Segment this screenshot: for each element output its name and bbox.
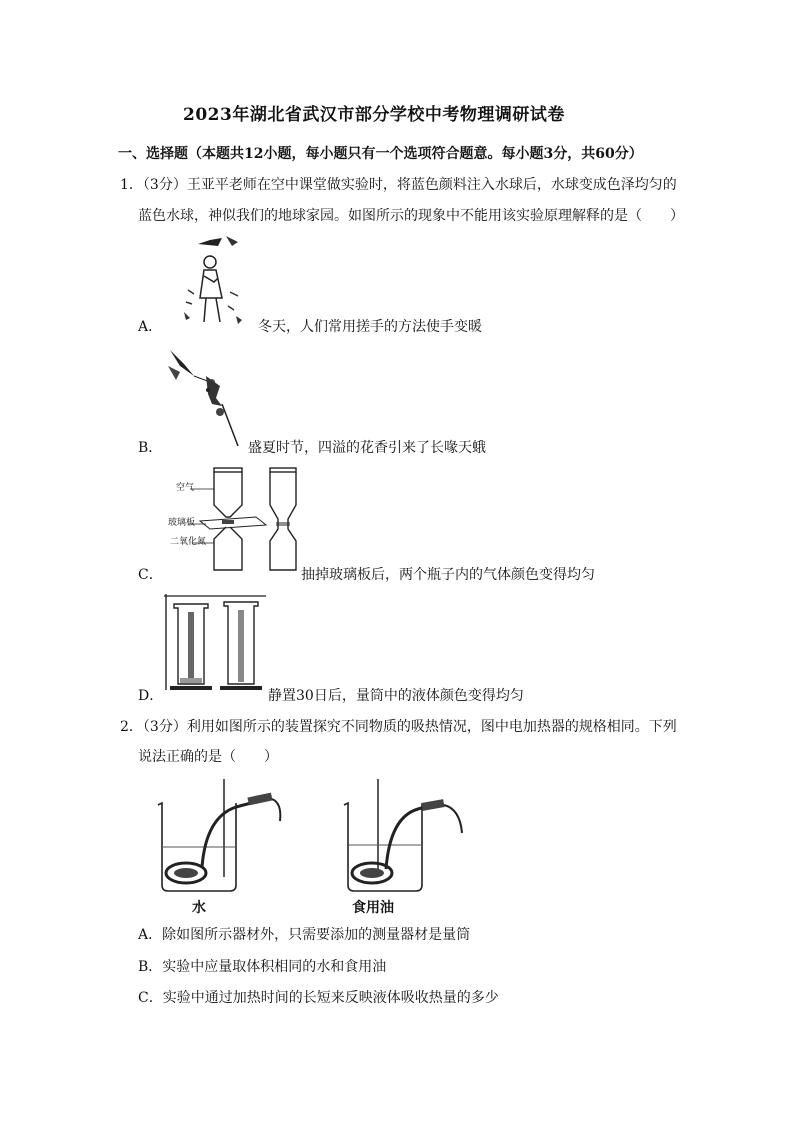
option-d-text: 静置30日后，量筒中的液体颜色变得均匀 bbox=[268, 688, 524, 704]
option-b-label: B． bbox=[138, 440, 163, 456]
q2-option-a-label: A． bbox=[138, 927, 163, 943]
question-2-stem-line1: 2．（3分）利用如图所示的装置探究不同物质的吸热情况，图中电加热器的规格相同。下列 bbox=[120, 719, 677, 735]
figure-water-label: 水 bbox=[192, 900, 206, 916]
q2-option-b-text: 实验中应量取体积相同的水和食用油 bbox=[162, 959, 387, 975]
q2-option-b-label: B． bbox=[138, 959, 163, 975]
figure-c-air-label: 空气 bbox=[176, 483, 195, 493]
figure-beaker-oil bbox=[342, 777, 472, 895]
question-1-stem-line2: 蓝色水球，神似我们的地球家园。如图所示的现象中不能用该实验原理解释的是（ ） bbox=[138, 208, 684, 224]
option-a-label: A． bbox=[138, 319, 163, 335]
figure-c-no2-label: 二氧化氮 bbox=[170, 537, 207, 547]
q2-option-c-text: 实验中通过加热时间的长短来反映液体吸收热量的多少 bbox=[162, 990, 499, 1006]
q2-option-c-label: C． bbox=[138, 990, 163, 1006]
q2-option-b bbox=[138, 958, 386, 976]
option-c-label: C． bbox=[138, 567, 163, 583]
q2-option-a bbox=[138, 926, 470, 944]
q2-option-c bbox=[138, 989, 499, 1007]
option-c-text: 抽掉玻璃板后，两个瓶子内的气体颜色变得均匀 bbox=[301, 567, 595, 583]
question-2-stem-line2: 说法正确的是（ ） bbox=[138, 749, 278, 765]
figure-c-glass-label: 玻璃板 bbox=[168, 518, 196, 528]
q2-option-a-text: 除如图所示器材外，只需要添加的测量器材是量筒 bbox=[162, 927, 471, 943]
figure-beaker-water bbox=[156, 777, 296, 895]
page-title: 2023年湖北省武汉市部分学校中考物理调研试卷 bbox=[183, 105, 565, 125]
option-a-text: 冬天，人们常用搓手的方法使手变暖 bbox=[258, 319, 482, 335]
figure-oil-label: 食用油 bbox=[352, 900, 394, 916]
option-d-label: D． bbox=[138, 688, 164, 704]
question-1-stem-line1: 1．（3分）王亚平老师在空中课堂做实验时，将蓝色颜料注入水球后，水球变成色泽均匀的 bbox=[120, 177, 677, 193]
figure-d-measuring-cylinders bbox=[164, 592, 266, 692]
section-heading: 一、选择题（本题共12小题，每小题只有一个选项符合题意。每小题3分，共60分） bbox=[118, 146, 643, 162]
figure-a-person-rubbing-hands bbox=[180, 232, 252, 328]
figure-b-moth-flowers bbox=[160, 346, 242, 446]
option-b-text: 盛夏时节，四溢的花香引来了长喙天蛾 bbox=[248, 440, 486, 456]
